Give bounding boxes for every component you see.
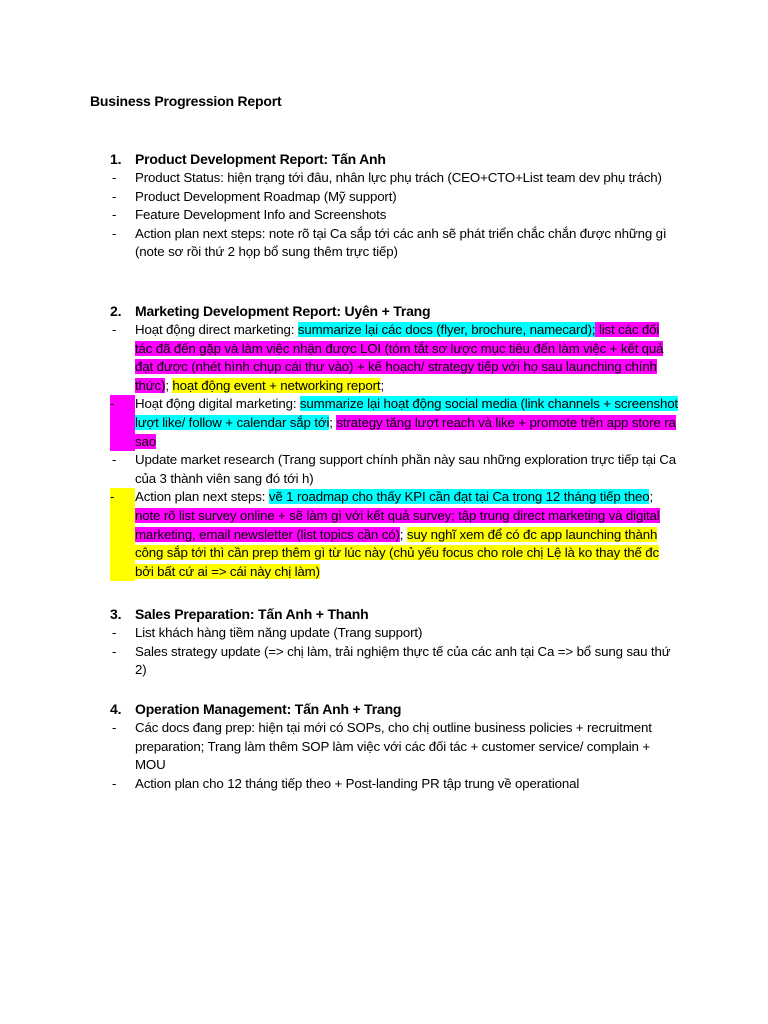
highlighted-text: list các đối tác đã đến gặp và làm việc nhận được LOI (tóm tắt sơ lược mục tiêu đến làm việc + kết quả đạt được (nhét hình chụp cái thư vào) + kế hoạch/ strategy tiếp với họ sau launching chính thức) (135, 322, 664, 393)
text-run: Product Development Roadmap (Mỹ support) (135, 188, 397, 204)
text-run: ; (329, 414, 337, 430)
section-heading (110, 605, 680, 624)
text-run: Action plan cho 12 tháng tiếp theo + Post-landing PR tập trung về operational (135, 775, 580, 791)
item-text (135, 395, 680, 451)
section-title: Product Development Report: Tấn Anh (135, 151, 386, 167)
list-item (110, 188, 680, 207)
bullet-list (110, 321, 680, 581)
text-run: Hoạt động digital marketing: (135, 396, 300, 412)
bullet-dash: - (112, 720, 117, 735)
list-item (110, 719, 680, 775)
text-run: Update market research (Trang support chính phần này sau những exploration trực tiếp tại Ca của 3 thành viên sang đó tới h) (135, 452, 677, 486)
bullet-dash: - (112, 207, 117, 223)
bullet-dash: - (112, 225, 117, 241)
section-sales-preparation (110, 605, 680, 680)
bullet-list (110, 719, 680, 793)
text-run: List khách hàng tiềm năng update (Trang support) (135, 625, 423, 640)
bullet-dash: - (110, 395, 135, 451)
bullet-list (110, 169, 680, 262)
list-item (110, 169, 680, 188)
list-item (110, 775, 680, 794)
highlighted-text: hoạt động event + networking report (172, 377, 381, 393)
list-item (110, 225, 680, 262)
text-run: Hoạt động direct marketing: (135, 322, 298, 337)
section-title: Operation Management: Tấn Anh + Trang (135, 701, 402, 717)
text-run: Product Status: hiện trạng tới đâu, nhân lực phụ trách (CEO+CTO+List team dev phụ trách) (135, 170, 662, 185)
item-text (135, 624, 680, 643)
section-operation-management (110, 700, 680, 793)
section-number: 1. (110, 151, 122, 167)
document-title: Business Progression Report (90, 93, 282, 109)
list-item (110, 321, 680, 395)
bullet-dash: - (112, 188, 117, 204)
item-text (135, 225, 680, 262)
bullet-dash: - (112, 452, 117, 468)
text-run: Các docs đang prep: hiện tại mới có SOPs, cho chị outline business policies + recruitment preparation; Trang làm thêm SOP làm việc với các đối tác + customer service/ complain + MOU (135, 720, 652, 773)
bullet-list (110, 624, 680, 680)
text-run: Feature Development Info and Screenshots (135, 207, 387, 223)
section-number: 4. (110, 701, 122, 717)
item-text (135, 206, 680, 225)
item-text (135, 775, 680, 794)
highlighted-text: vẽ 1 roadmap cho thấy KPI cần đạt tại Ca trong 12 tháng tiếp theo (268, 489, 650, 505)
section-number: 2. (110, 303, 122, 319)
item-text (135, 451, 680, 488)
section-product-development (110, 150, 680, 262)
item-text (135, 321, 680, 395)
highlighted-text: note rõ list survey online + sẽ làm gì với kết quả survey; tập trung direct marketing và digital marketing, email newsletter (list topics cần có) (135, 507, 660, 542)
item-text (135, 643, 680, 680)
section-number: 3. (110, 606, 122, 622)
list-item (110, 451, 680, 488)
text-run: Sales strategy update (=> chị làm, trải nghiệm thực tế của các anh tại Ca => bổ sung sau thứ 2) (135, 643, 671, 678)
highlighted-text: suy nghĩ xem để có đc app launching thành công sắp tới thì cần prep thêm gì từ lúc này (chủ yếu focus cho role chị Lệ là ko thay thế đc bởi bất cứ ai => cái này chị làm) (135, 526, 660, 579)
text-run: ; (380, 377, 384, 393)
list-item (110, 488, 680, 581)
list-item (110, 643, 680, 680)
bullet-dash: - (110, 488, 135, 581)
bullet-dash: - (112, 643, 117, 659)
bullet-dash: - (112, 170, 117, 185)
bullet-dash: - (112, 322, 117, 337)
section-heading (110, 150, 680, 169)
text-run: ; (399, 526, 407, 542)
highlighted-text: summarize lại các docs (flyer, brochure, namecard); (297, 322, 596, 337)
section-title: Sales Preparation: Tấn Anh + Thanh (135, 606, 369, 622)
highlighted-text: strategy tăng lượt reach và like + promote trên app store ra sao (135, 414, 676, 449)
list-item (110, 206, 680, 225)
highlighted-text: summarize lại hoạt động social media (link channels + screenshot lượt like/ follow + calendar sắp tới (135, 396, 678, 430)
section-heading (110, 700, 680, 719)
item-text (135, 719, 680, 775)
bullet-dash: - (112, 625, 117, 640)
text-run: ; (165, 377, 173, 393)
section-heading (110, 302, 680, 321)
list-item (110, 624, 680, 643)
item-text (135, 169, 680, 188)
text-run: Action plan next steps: (135, 489, 269, 505)
section-marketing-development (110, 302, 680, 581)
section-title: Marketing Development Report: Uyên + Trang (135, 303, 431, 319)
bullet-dash: - (112, 775, 117, 791)
text-run: ; (649, 489, 653, 505)
item-text (135, 188, 680, 207)
list-item (110, 395, 680, 451)
item-text (135, 488, 680, 581)
text-run: Action plan next steps: note rõ tại Ca sắp tới các anh sẽ phát triển chắc chắn được những gì (note sơ rồi thứ 2 họp bổ sung thêm trực tiếp) (135, 225, 667, 260)
